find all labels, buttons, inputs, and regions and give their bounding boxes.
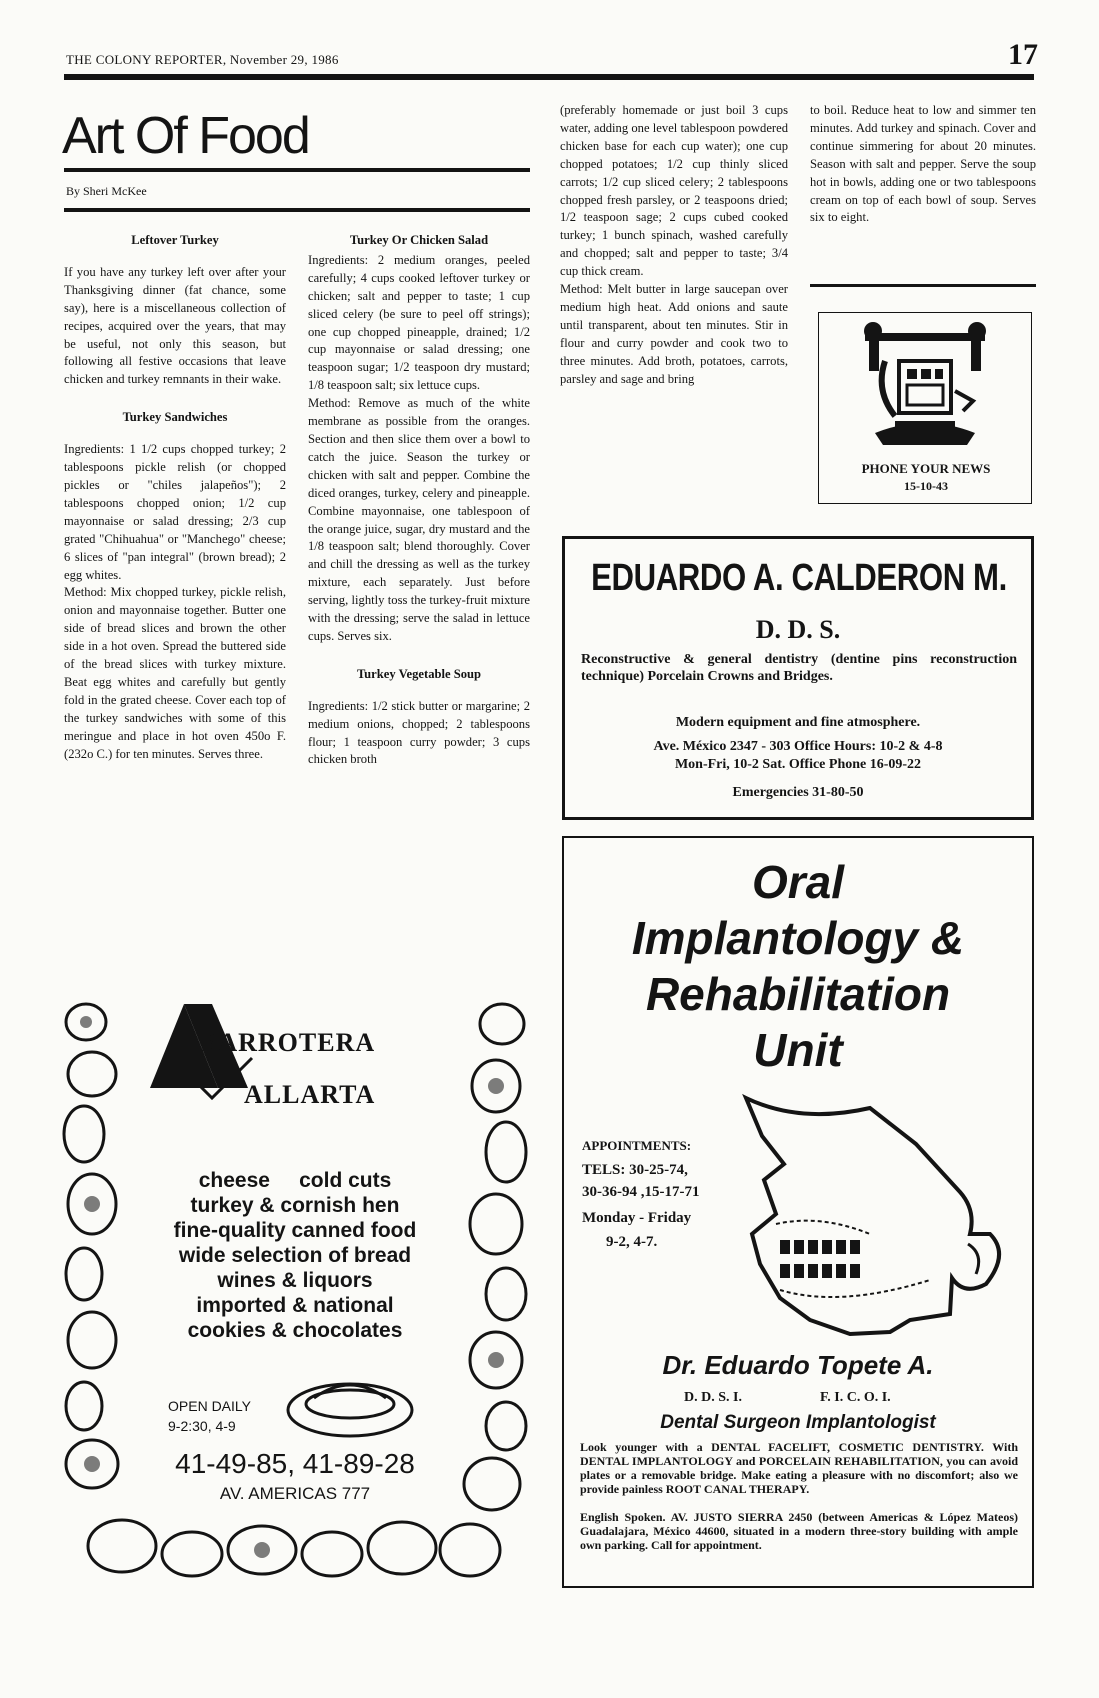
abarrotera-open: OPEN DAILY — [168, 1398, 251, 1414]
masthead-rule — [64, 74, 1034, 80]
item-cookies: cookies & chocolates — [187, 1319, 403, 1342]
implant-degree-1: D. D. S. I. — [684, 1390, 742, 1405]
calderon-description: Reconstructive & general dentistry (dentine pins reconstruction technique) Porcelain Crowns and Bridges. — [581, 652, 1017, 684]
calderon-modern: Modern equipment and fine atmosphere. — [675, 715, 921, 730]
item-wines: wines & liquors — [217, 1269, 373, 1292]
article-title: Art Of Food — [62, 107, 309, 165]
heading-turkey-sandwiches: Turkey Sandwiches — [122, 410, 228, 425]
paragraph: Method: Melt butter in large saucepan over medium high heat. Add onions and saute until transparent, about ten minutes. Stir in flour and curry powder and cook two to three minutes. Add broth, potatoes, carrots, parsley and sage and bring — [560, 282, 788, 386]
implant-days: Monday - Friday — [582, 1210, 692, 1226]
implant-ad — [562, 836, 1034, 1588]
byline: By Sheri McKee — [66, 184, 147, 198]
item-turkey-hen: turkey & cornish hen — [190, 1194, 400, 1217]
page-number: 17 — [1008, 38, 1038, 71]
title-rule — [64, 168, 530, 172]
implant-doctor: Dr. Eduardo Topete A. — [662, 1350, 934, 1380]
abarrotera-address: AV. AMERICAS 777 — [219, 1484, 371, 1503]
calderon-degree: D. D. S. — [755, 615, 841, 644]
item-cheese-cold-cuts: cheese cold cuts — [198, 1169, 392, 1192]
article-column-1 — [64, 230, 286, 763]
byline-rule — [64, 208, 530, 212]
abarrotera-name-1: BARROTERA — [200, 1028, 376, 1057]
phone-news-text: PHONE YOUR NEWS — [861, 461, 991, 476]
abarrotera-name-2: ALLARTA — [244, 1080, 376, 1109]
paragraph: Method: Remove as much of the white membrane as possible from the oranges. Section and then slice them over a bowl to catch the juice. Season the turkey or chicken with salt and pepper. Combine the diced oranges, turkey, celery and pineapple. Combine mayonnaise, one tablespoon of the orange juice, sugar, dry mustard and the 1/8 teaspoon salt; blend thoroughly. Cover and chill the dressing as well as the turkey mixture, each separately. Just before serving, lightly toss the turkey-fruit mixture with the dressing; serve the salad in lettuce cups. Serves six. — [308, 396, 530, 643]
calderon-hours: Mon-Fri, 10-2 Sat. Office Phone 16-09-22 — [674, 757, 922, 772]
item-imported: imported & national — [196, 1294, 394, 1317]
face-profile-illustration — [740, 1084, 1020, 1344]
implant-title-unit: Unit — [753, 1024, 843, 1076]
masthead-title: THE COLONY REPORTER, November 29, 1986 — [66, 52, 339, 67]
implant-title-implantology: Implantology & — [631, 912, 965, 964]
calderon-ad — [562, 536, 1034, 820]
implant-english: English Spoken. AV. JUSTO SIERRA 2450 (between Americas & López Mateos) Guadalajara, México 44600, situated in a modern three-story building with ample own parking. Call for appointment. — [580, 1510, 1018, 1552]
abarrotera-items — [122, 1168, 468, 1343]
paragraph: Ingredients: 1/2 stick butter or margarine; 2 medium onions, chopped; 2 tablespoons flour; 1 teaspoon curry powder; 3 cups chicken broth — [308, 698, 530, 767]
item-canned-food: fine-quality canned food — [173, 1219, 417, 1242]
heading-turkey-salad: Turkey Or Chicken Salad — [349, 233, 489, 247]
implant-degree-2: F. I. C. O. I. — [820, 1390, 891, 1405]
calderon-emergency: Emergencies 31-80-50 — [732, 785, 864, 800]
article-column-2 — [308, 230, 530, 769]
implant-title — [564, 854, 1032, 1078]
article-column-3 — [560, 102, 788, 389]
phone-news-number: 15-10-43 — [904, 479, 948, 493]
paragraph: to boil. Reduce heat to low and simmer ten minutes. Add turkey and spinach. Cover and continue simmering for about 20 minutes. Season with salt and pepper. Serve the soup hot in bowls, adding one or two tablespoons cream on top of each bowl of soup. Serves six to eight. — [810, 103, 1036, 225]
calderon-address: Ave. México 2347 - 303 Office Hours: 10-2 & 4-8 — [653, 739, 943, 754]
heading-leftover-turkey: Leftover Turkey — [131, 233, 219, 247]
abarrotera-phones: 41-49-85, 41-89-28 — [175, 1448, 415, 1479]
paragraph: Ingredients: 1 1/2 cups chopped turkey; 2 tablespoons pickle relish (or chopped pickles or "chiles jalapeños"); 2 tablespoons chopped onion; 1/2 cup mayonnaise or salad dressing; 2/3 cup grated "Chihuahua" or "Manchego" cheese; 6 slices of "pan integral" (brown bread); 2 egg whites. — [64, 442, 286, 582]
paragraph: Method: Mix chopped turkey, pickle relish, onion and mayonnaise together. Butter one side of bread slices and brown the other side in a hot oven. Spread the buttered side of the bread slices with turkey mixture. Beat egg whites and carefully but gently fold in the grated cheese. Cover each top of the turkey sandwiches with some of this meringue and place in hot oven 450o F. (232o C.) for ten minutes. Serves three. — [64, 585, 286, 761]
telephone-icon — [855, 321, 995, 451]
calderon-name: EDUARDO A. CALDERON M. — [591, 557, 1007, 599]
implant-role: Dental Surgeon Implantologist — [660, 1412, 936, 1433]
article-column-4 — [810, 102, 1036, 227]
implant-body: Look younger with a DENTAL FACELIFT, COSMETIC DENTISTRY. With DENTAL IMPLANTOLOGY and PORCELAIN REHABILITATION, you can avoid plates or a removable bridge. Make eating a pleasure with no discomfort; also we provide painless ROOT CANAL THERAPY. — [580, 1440, 1018, 1496]
implant-tels-2: 30-36-94 ,15-17-71 — [582, 1184, 700, 1200]
abarrotera-ad — [62, 994, 528, 1582]
item-bread: wide selection of bread — [178, 1244, 412, 1267]
implant-title-oral: Oral — [751, 856, 845, 908]
paragraph: Ingredients: 2 medium oranges, peeled carefully; 4 cups cooked leftover turkey or chicken; salt and pepper to taste; 1 cup sliced celery (be sure to peel off strings); one cup chopped pineapple, drained; 1/2 cup mayonnaise or salad dressing; one teaspoon sugar; 1/2 teaspoon dry mustard; 1/8 teaspoon salt; six lettuce cups. — [308, 252, 530, 393]
heading-vegetable-soup: Turkey Vegetable Soup — [356, 666, 482, 681]
paragraph: If you have any turkey left over after your Thanksgiving dinner (fat chance, some say), here is a miscellaneous collection of recipes, acquired over the years, that may be useful, not only this season, but following all festive occasions that leave chicken and turkey remnants in their wake. — [64, 264, 286, 387]
column-4-rule — [810, 284, 1036, 287]
implant-appointments: APPOINTMENTS: — [582, 1138, 692, 1153]
implant-title-rehabilitation: Rehabilitation — [645, 968, 951, 1020]
abarrotera-hours: 9-2:30, 4-9 — [168, 1418, 236, 1434]
implant-tels-1: TELS: 30-25-74, — [582, 1162, 688, 1178]
implant-hours: 9-2, 4-7. — [606, 1234, 658, 1250]
phone-news-ad — [818, 312, 1032, 504]
paragraph: (preferably homemade or just boil 3 cups water, adding one level tablespoon powdered chicken base for each cup water); one cup chopped potatoes; 1/2 cup thinly sliced carrots; 1/2 cup sliced celery; 2 tablespoons chopped fresh parsley, or 2 teaspoons dried; 1/2 teaspoon sage; 2 cups cubed cooked turkey; 1 bunch spinach, washed carefully and chopped; salt and pepper to taste; 3/4 cup thick cream. — [560, 103, 788, 279]
